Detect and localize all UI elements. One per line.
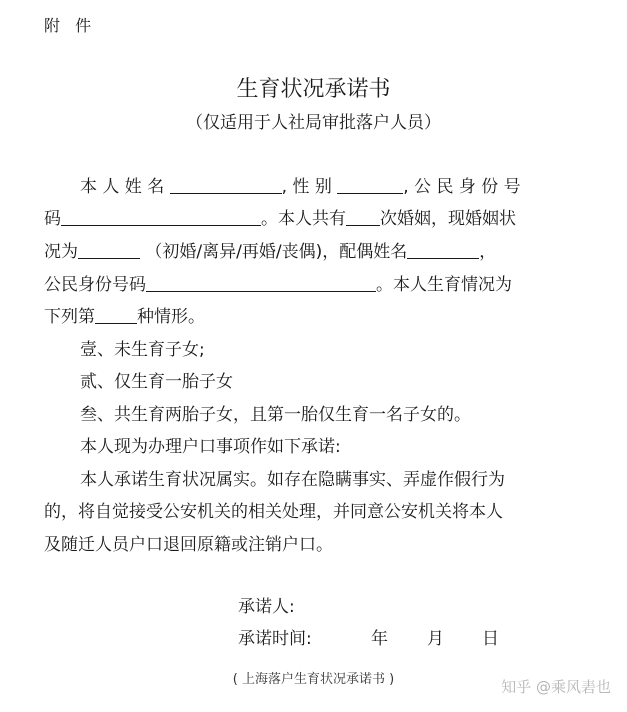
birth-status-label: 。本人生育情况为 [376, 275, 512, 295]
image-caption: ( 上海落户生育状况承诺书 ) [232, 672, 395, 687]
commitment-intro: 本人现为办理户口事项作如下承诺: [80, 437, 341, 457]
year-label: 年 [371, 629, 388, 649]
gender-blank[interactable] [337, 177, 403, 194]
option-1: 壹、未生育子女; [80, 340, 205, 360]
option-2: 贰、仅生育一胎子女 [80, 372, 233, 392]
marriage-status-blank[interactable] [78, 242, 140, 259]
day-label: 日 [482, 629, 499, 649]
commit-time-label: 承诺时间: [238, 629, 312, 649]
status-options-and-spouse-label: （初婚/离异/再婚/丧偶)，配偶姓名 [145, 242, 408, 262]
case-number-blank[interactable] [95, 307, 137, 324]
commitment-line-2: 的，将自觉接受公安机关的相关处理，并同意公安机关将本人 [44, 502, 503, 522]
id-label-end: 码 [44, 209, 61, 229]
case-label: 下列第 [44, 307, 95, 327]
marriage-count-label: 。本人共有 [261, 209, 346, 229]
comma: ， [479, 242, 497, 262]
option-3: 叁、共生育两胎子女，且第一胎仅生育一名子女的。 [80, 405, 471, 425]
para-line-4 [44, 275, 512, 295]
para-line-1 [80, 177, 521, 197]
status-label: 况为 [44, 242, 78, 262]
marriage-count-blank[interactable] [346, 209, 380, 226]
attachment-label: 附 件 [44, 16, 97, 35]
gender-label: , 性 别 [281, 177, 332, 197]
name-blank[interactable] [170, 177, 282, 194]
marriage-status-label: 次婚姻，现婚姻状 [380, 209, 516, 229]
para-line-3 [44, 242, 496, 262]
name-label: 本 人 姓 名 [80, 177, 165, 197]
spouse-name-blank[interactable] [407, 242, 479, 259]
commitment-line-3: 及随迁人员户口退回原籍或注销户口。 [44, 535, 333, 555]
document-subtitle: （仅适用于人社局审批落户人员） [186, 113, 441, 133]
spouse-id-label: 公民身份号码 [44, 275, 146, 295]
watermark: 知乎 @乘风砉也 [501, 678, 611, 696]
para-line-2 [44, 209, 516, 229]
signer-label: 承诺人: [238, 597, 295, 617]
para-line-5 [44, 307, 205, 327]
month-label: 月 [427, 629, 444, 649]
document-title: 生育状况承诺书 [236, 77, 391, 102]
case-label-end: 种情形。 [137, 307, 205, 327]
id-number-blank[interactable] [61, 209, 261, 226]
spouse-id-blank[interactable] [146, 275, 376, 292]
id-label-start: , 公 民 身 份 号 [403, 177, 521, 197]
commitment-line-1: 本人承诺生育状况属实。如存在隐瞒事实、弄虚作假行为 [80, 470, 505, 490]
